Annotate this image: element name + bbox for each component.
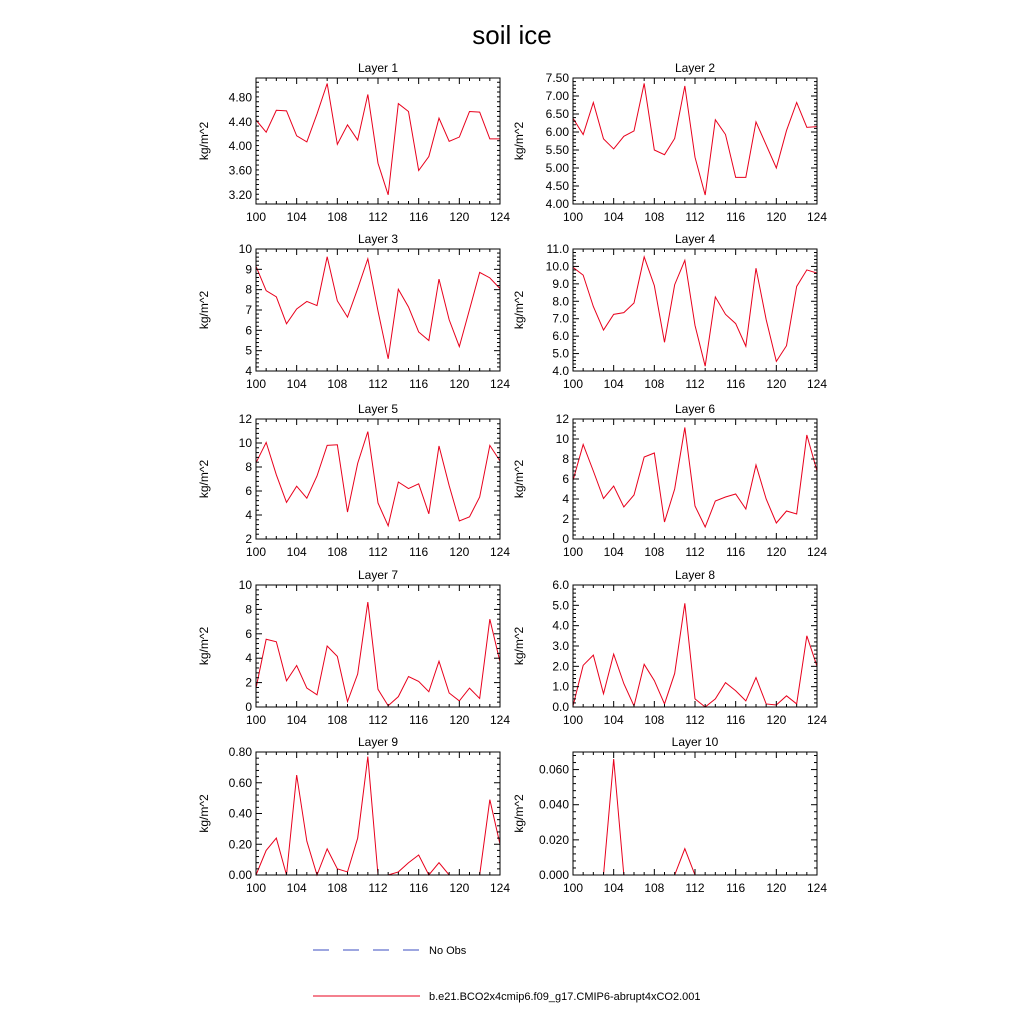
panel-4-series-1-line: [573, 257, 817, 366]
panel-6-series-1-line: [573, 428, 817, 528]
panel-1-xtick-label: 112: [368, 210, 388, 224]
panel-2-series-1-line: [573, 83, 817, 195]
panel-9-xtick-label: 112: [368, 881, 388, 895]
panel-10-ylabel: kg/m^2: [512, 794, 526, 833]
panel-7: [197, 568, 510, 727]
panel-5-title: Layer 5: [357, 402, 399, 416]
panel-8-ytick-label: 4.0: [552, 618, 569, 633]
panel-1-title: Layer 1: [357, 61, 399, 75]
panel-8-ytick-label: 3.0: [552, 639, 569, 653]
panel-grid: [197, 61, 827, 895]
panel-8-xtick-label: 108: [644, 713, 665, 727]
panel-4-ytick-label: 4.0: [552, 364, 569, 378]
panel-5-ytick-label: 2: [245, 532, 252, 546]
panel-8-title: Layer 8: [674, 568, 716, 582]
panel-9-ytick-label: 0.00: [228, 868, 252, 882]
panel-8-xtick-label: 104: [603, 713, 624, 727]
panel-3-ytick-label: 6: [245, 323, 252, 338]
panel-2-ytick-label: 5.50: [545, 143, 569, 157]
panel-5: [197, 402, 510, 559]
panel-2: [512, 61, 827, 224]
panel-5-xtick-label: 120: [449, 545, 470, 559]
panel-3-ylabel: kg/m^2: [197, 290, 211, 330]
panel-8-xtick-label: 112: [685, 713, 705, 727]
panel-3-ytick-label: 5: [245, 343, 252, 358]
panel-10-xtick-label: 120: [766, 881, 787, 895]
panel-6-title: Layer 6: [674, 402, 716, 416]
panel-10-xtick-label: 124: [806, 881, 828, 895]
panel-6-xtick-label: 116: [726, 545, 746, 559]
panel-6-xtick-label: 100: [562, 545, 584, 559]
panel-8: [512, 568, 827, 727]
legend: [313, 945, 701, 1003]
panel-2-ylabel: kg/m^2: [512, 121, 526, 161]
panel-2-frame: [573, 78, 817, 204]
panel-5-ytick-label: 10: [238, 436, 252, 450]
panel-10-ytick-label: 0.040: [538, 797, 569, 812]
panel-2-ytick-label: 4.00: [545, 197, 569, 211]
panel-9-xtick-label: 120: [449, 881, 470, 895]
panel-10-ytick-label: 0.020: [538, 832, 569, 847]
panel-9-ylabel: kg/m^2: [197, 794, 211, 833]
panel-1-ytick-label: 4.80: [228, 90, 252, 105]
panel-4-ytick-label: 11.0: [546, 242, 569, 256]
panel-5-xtick-label: 116: [409, 545, 429, 559]
panel-1-ytick-label: 4.40: [228, 114, 252, 129]
panel-10-frame: [573, 752, 817, 875]
panel-3-xtick-label: 116: [409, 377, 429, 391]
panel-1-xtick-label: 120: [449, 210, 470, 224]
panel-7-xtick-label: 120: [449, 713, 470, 727]
panel-7-ytick-label: 2: [245, 675, 252, 690]
panel-8-xtick-label: 116: [726, 713, 746, 727]
panel-9-title: Layer 9: [357, 735, 399, 749]
panel-5-ytick-label: 12: [238, 412, 252, 426]
panel-2-xtick-label: 120: [766, 210, 787, 224]
panel-6-frame: [573, 419, 817, 539]
panel-2-xtick-label: 100: [562, 210, 584, 224]
panel-4-ytick-label: 7.0: [552, 311, 569, 326]
panel-10-xtick-label: 100: [562, 881, 584, 895]
panel-5-xtick-label: 100: [245, 545, 267, 559]
panel-5-xtick-label: 124: [489, 545, 511, 559]
panel-5-ytick-label: 8: [245, 460, 252, 474]
panel-6-xtick-label: 108: [644, 545, 665, 559]
panel-4-ytick-label: 10.0: [545, 259, 569, 274]
panel-10-title: Layer 10: [671, 735, 719, 749]
panel-5-xtick-label: 112: [368, 545, 388, 559]
panel-2-ytick-label: 7.00: [545, 89, 569, 103]
panel-2-ytick-label: 6.00: [545, 125, 569, 139]
panel-10-xtick-label: 104: [603, 881, 624, 895]
panel-9-xtick-label: 104: [286, 881, 307, 895]
panel-9-xtick-label: 100: [245, 881, 267, 895]
panel-10-ytick-label: 0.000: [538, 868, 569, 882]
panel-10-xtick-label: 112: [685, 881, 705, 895]
panel-4-frame: [573, 249, 817, 371]
panel-9-series-1-line: [256, 757, 500, 875]
panel-1-ytick-label: 4.00: [228, 139, 252, 154]
panel-8-ytick-label: 5.0: [552, 598, 569, 613]
panel-4: [512, 232, 827, 391]
panel-4-xtick-label: 116: [726, 377, 746, 391]
panel-4-xtick-label: 120: [766, 377, 787, 391]
panel-9-xtick-label: 116: [409, 881, 429, 895]
panel-2-ytick-label: 5.00: [545, 161, 569, 175]
panel-2-ytick-label: 6.50: [545, 107, 569, 121]
panel-10-ytick-label: 0.060: [538, 762, 569, 777]
panel-7-ylabel: kg/m^2: [197, 626, 211, 666]
panel-3-ytick-label: 7: [245, 303, 252, 317]
panel-8-ylabel: kg/m^2: [512, 626, 526, 666]
panel-6-ytick-label: 4: [562, 492, 569, 506]
panel-10-xtick-label: 116: [726, 881, 746, 895]
panel-3-series-1-line: [256, 257, 500, 359]
panel-7-ytick-label: 0: [245, 700, 252, 714]
panel-1-xtick-label: 108: [327, 210, 348, 224]
panel-6: [512, 402, 827, 559]
panel-4-ytick-label: 9.0: [552, 276, 569, 291]
panel-8-series-1-line: [573, 603, 817, 707]
panel-8-ytick-label: 6.0: [552, 578, 569, 592]
panel-2-ytick-label: 7.50: [545, 71, 569, 85]
panel-1-xtick-label: 124: [489, 210, 511, 224]
panel-5-ylabel: kg/m^2: [197, 459, 211, 499]
panel-4-xtick-label: 104: [603, 377, 624, 391]
panel-6-ytick-label: 8: [562, 452, 569, 466]
panel-2-xtick-label: 108: [644, 210, 665, 224]
panel-1-xtick-label: 100: [245, 210, 267, 224]
panel-7-xtick-label: 112: [368, 713, 388, 727]
panel-2-ytick-label: 4.50: [545, 179, 569, 193]
panel-9: [197, 735, 510, 895]
panel-4-xtick-label: 112: [685, 377, 705, 391]
panel-3-xtick-label: 124: [489, 377, 511, 391]
panel-6-ylabel: kg/m^2: [512, 459, 526, 499]
panel-4-title: Layer 4: [674, 232, 716, 246]
panel-5-xtick-label: 108: [327, 545, 348, 559]
panel-7-series-1-line: [256, 602, 500, 706]
panel-6-ytick-label: 0: [562, 532, 569, 546]
panel-9-ytick-label: 0.40: [228, 806, 252, 821]
panel-3: [197, 232, 510, 391]
panel-3-title: Layer 3: [357, 232, 399, 246]
panel-5-frame: [256, 419, 500, 539]
panel-1-ytick-label: 3.60: [228, 163, 252, 178]
panel-6-xtick-label: 120: [766, 545, 787, 559]
panel-3-xtick-label: 108: [327, 377, 348, 391]
panel-10-xtick-label: 108: [644, 881, 665, 895]
legend-label-model-run: b.e21.BCO2x4cmip6.f09_g17.CMIP6-abrupt4xCO2.001: [429, 991, 701, 1003]
panel-1-xtick-label: 116: [409, 210, 429, 224]
panel-3-ytick-label: 8: [245, 282, 252, 297]
panel-4-ytick-label: 8.0: [552, 294, 569, 309]
legend-label-no-obs: No Obs: [429, 945, 467, 957]
panel-4-xtick-label: 124: [806, 377, 828, 391]
panel-10-series-1-line: [573, 759, 817, 875]
panel-9-xtick-label: 108: [327, 881, 348, 895]
panel-7-xtick-label: 108: [327, 713, 348, 727]
panel-9-ytick-label: 0.80: [228, 745, 252, 759]
panel-1: [197, 61, 510, 224]
panel-9-ytick-label: 0.20: [228, 837, 252, 852]
panel-1-xtick-label: 104: [286, 210, 307, 224]
panel-2-xtick-label: 124: [806, 210, 828, 224]
panel-7-xtick-label: 100: [245, 713, 267, 727]
panel-1-ylabel: kg/m^2: [197, 121, 211, 161]
panel-7-xtick-label: 104: [286, 713, 307, 727]
panel-2-xtick-label: 116: [726, 210, 746, 224]
panel-1-series-1-line: [256, 83, 500, 194]
panel-6-xtick-label: 104: [603, 545, 624, 559]
panel-7-title: Layer 7: [357, 568, 399, 582]
panel-3-xtick-label: 104: [286, 377, 307, 391]
panel-7-ytick-label: 6: [245, 626, 252, 641]
panel-1-frame: [256, 78, 500, 204]
panel-8-frame: [573, 585, 817, 707]
panel-7-xtick-label: 116: [409, 713, 429, 727]
panel-8-xtick-label: 100: [562, 713, 584, 727]
panel-9-ytick-label: 0.60: [228, 775, 252, 790]
panel-4-ytick-label: 6.0: [552, 329, 569, 344]
panel-7-ytick-label: 8: [245, 602, 252, 617]
panel-8-ytick-label: 0.0: [552, 700, 569, 714]
panel-3-ytick-label: 9: [245, 262, 252, 277]
panel-4-ylabel: kg/m^2: [512, 290, 526, 330]
panel-3-xtick-label: 112: [368, 377, 388, 391]
panel-8-ytick-label: 1.0: [552, 679, 569, 694]
panel-4-ytick-label: 5.0: [552, 346, 569, 361]
panel-6-xtick-label: 124: [806, 545, 828, 559]
panel-5-ytick-label: 6: [245, 484, 252, 498]
panel-10: [512, 735, 827, 895]
panel-8-xtick-label: 124: [806, 713, 828, 727]
panel-8-ytick-label: 2.0: [552, 659, 569, 674]
panel-5-ytick-label: 4: [245, 508, 252, 522]
panel-7-ytick-label: 4: [245, 651, 252, 666]
panel-3-xtick-label: 100: [245, 377, 267, 391]
panel-5-series-1-line: [256, 432, 500, 526]
panel-7-ytick-label: 10: [238, 578, 252, 592]
panel-4-xtick-label: 108: [644, 377, 665, 391]
panel-2-title: Layer 2: [674, 61, 716, 75]
panel-3-xtick-label: 120: [449, 377, 470, 391]
panel-6-ytick-label: 2: [562, 512, 569, 526]
figure-title: soil ice: [472, 20, 552, 50]
panel-7-xtick-label: 124: [489, 713, 511, 727]
panel-6-xtick-label: 112: [685, 545, 705, 559]
panel-1-ytick-label: 3.20: [228, 187, 252, 202]
panel-6-ytick-label: 12: [555, 412, 569, 426]
panel-8-xtick-label: 120: [766, 713, 787, 727]
panel-5-xtick-label: 104: [286, 545, 307, 559]
panel-9-xtick-label: 124: [489, 881, 511, 895]
panel-4-xtick-label: 100: [562, 377, 584, 391]
panel-3-ytick-label: 4: [245, 364, 252, 378]
panel-3-ytick-label: 10: [238, 242, 252, 256]
panel-2-xtick-label: 112: [685, 210, 705, 224]
panel-2-xtick-label: 104: [603, 210, 624, 224]
panel-6-ytick-label: 10: [555, 432, 569, 446]
panel-6-ytick-label: 6: [562, 472, 569, 486]
